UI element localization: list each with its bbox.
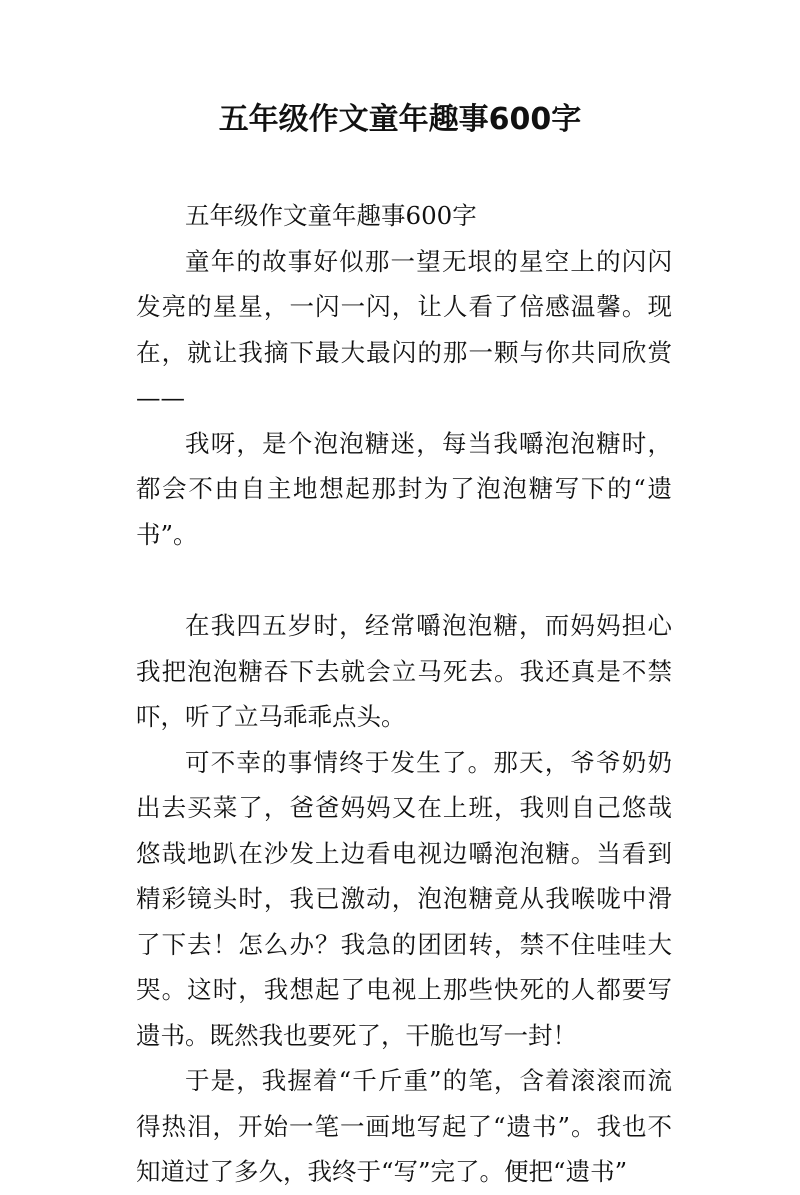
paragraph: 于是，我握着“千斤重”的笔，含着滚滚而流得热泪，开始一笔一画地写起了“遗书”。我也不知道过了多久，我终于“写”完了。便把“遗书” bbox=[136, 1066, 672, 1186]
document-title: 五年级作文童年趣事600字 bbox=[218, 102, 582, 137]
document-body bbox=[136, 193, 672, 1195]
paragraph: 我呀，是个泡泡糖迷，每当我嚼泡泡糖时，都会不由自主地想起那封为了泡泡糖写下的“遗书”。 bbox=[136, 428, 672, 549]
paragraph-heading: 五年级作文童年趣事600字 bbox=[185, 201, 477, 230]
paragraph: 可不幸的事情终于发生了。那天，爷爷奶奶出去买菜了，爸爸妈妈又在上班，我则自己悠哉悠哉地趴在沙发上边看电视边嚼泡泡糖。当看到精彩镜头时，我已激动，泡泡糖竟从我喉咙中滑了下去！怎么办？我急的团团转，禁不住哇哇大哭。这时，我想起了电视上那些快死的人都要写遗书。既然我也要死了，干脆也写一封！ bbox=[136, 747, 672, 1050]
paragraph: 在我四五岁时，经常嚼泡泡糖，而妈妈担心我把泡泡糖吞下去就会立马死去。我还真是不禁吓，听了立马乖乖点头。 bbox=[136, 611, 672, 731]
paragraph-gap bbox=[136, 557, 672, 603]
paragraph: 童年的故事好似那一望无垠的星空上的闪闪发亮的星星，一闪一闪，让人看了倍感温馨。现在，就让我摘下最大最闪的那一颗与你共同欣赏—— bbox=[136, 246, 672, 412]
